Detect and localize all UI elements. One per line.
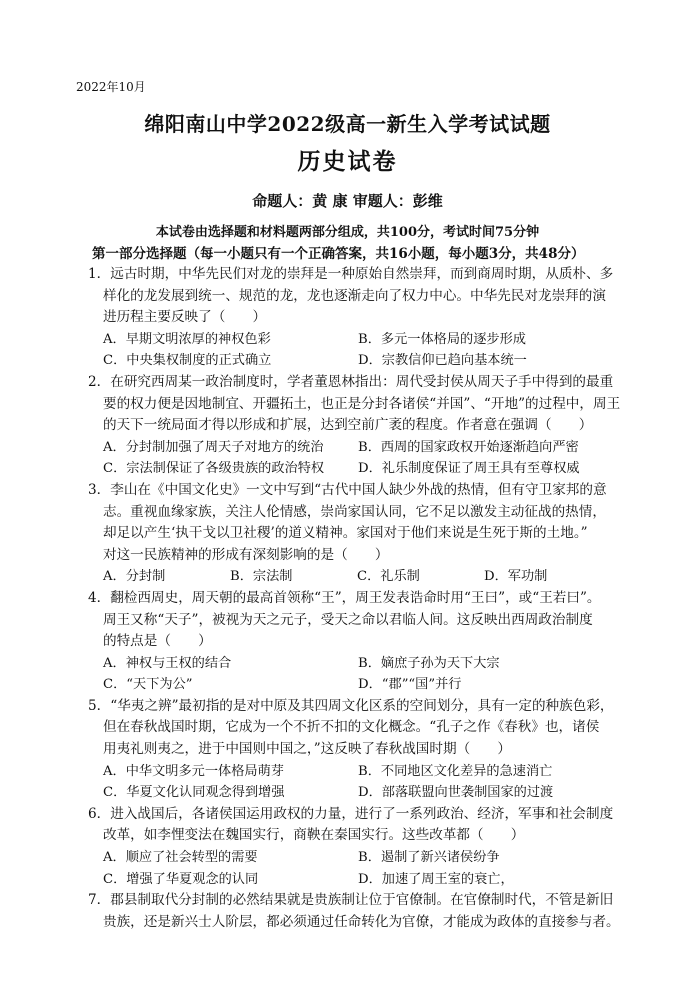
option-b: B．宗法制 <box>230 569 293 585</box>
question-1 <box>88 264 628 372</box>
option-c: C．宗法制保证了各级贵族的政治特权 <box>103 461 325 477</box>
question-stem-line: 周王又称“天子”，被视为天之元子，受天之命以君临人间。这反映出西周政治制度 <box>103 611 593 628</box>
question-options <box>88 329 628 372</box>
question-options <box>88 847 628 890</box>
question-stem-line: 但在春秋战国时期，它成为一个不折不扣的文化概念。“孔子之作《春秋》也，诸侯 <box>103 719 600 736</box>
option-d: D．加速了周王室的衰亡， <box>358 871 514 887</box>
question-5 <box>88 696 628 804</box>
option-a: A．顺应了社会转型的需要 <box>103 850 258 866</box>
option-a: A．分封制 <box>103 569 166 585</box>
question-stem-line: 贵族，还是新兴士人阶层，都必须通过任命转化为官僚，才能成为政体的直接参与者。 <box>103 913 620 930</box>
question-stem-line: 志。重视血缘家族，关注人伦情感，崇尚家国认同，它不足以激发主动征战的热情， <box>103 503 606 520</box>
exam-setters: 命题人：黄 康 审题人：彭维 <box>252 192 443 210</box>
option-b: B．嫡庶子孙为天下大宗 <box>358 655 500 671</box>
option-c: C．华夏文化认同观念得到增强 <box>103 785 285 801</box>
option-b: B．遏制了新兴诸侯纷争 <box>358 850 500 866</box>
question-stem-line: 4．翻检西周史，周天朝的最高首领称“王”，周王发表诰命时用“王曰”，或“王若曰”。 <box>88 589 601 606</box>
exam-note: 本试卷由选择题和材料题两部分组成，共100分，考试时间75分钟 <box>155 225 540 240</box>
option-d: D．“郡”“国”并行 <box>358 677 462 693</box>
exam-title: 绵阳南山中学2022级高一新生入学考试试题 <box>144 112 551 136</box>
question-stem-line: 样化的龙发展到统一、规范的龙，龙也逐渐走向了权力中心。中华先民对龙崇拜的演 <box>103 287 606 304</box>
question-stem-line: 进历程主要反映了（ ） <box>103 309 267 326</box>
option-b: B．西周的国家政权开始逐渐趋向严密 <box>358 439 579 455</box>
question-stem-line: 要的权力便是因地制宜、开疆拓土，也正是分封各诸侯“并国”、“开地”的过程中，周王 <box>103 395 621 412</box>
option-d: D．军功制 <box>484 569 548 585</box>
question-stem-line: 2．在研究西周某一政治制度时，学者董恩林指出：周代受封侯从周天子手中得到的最重 <box>88 373 614 390</box>
question-options <box>88 566 628 588</box>
option-a: A．早期文明浓厚的神权色彩 <box>103 331 271 347</box>
option-a: A．分封制加强了周天子对地方的统治 <box>103 439 324 455</box>
exam-date: 2022年10月 <box>76 80 146 94</box>
option-c: C．中央集权制度的正式确立 <box>103 353 272 369</box>
option-c: C．增强了华夏观念的认同 <box>103 871 259 887</box>
question-stem-line: 6．进入战国后，各诸侯国运用政权的力量，进行了一系列政治、经济，军事和社会制度 <box>88 805 614 822</box>
exam-subject: 历史试卷 <box>297 148 398 175</box>
question-stem-line: 1．远古时期，中华先民们对龙的崇拜是一种原始自然崇拜，而到商周时期，从质朴、多 <box>88 266 614 282</box>
question-stem-line: 用夷礼则夷之，进于中国则中国之，”这反映了春秋战国时期（ ） <box>103 741 511 758</box>
option-a: A．神权与王权的结合 <box>103 655 232 671</box>
question-stem-line: 对这一民族精神的形成有深刻影响的是（ ） <box>103 546 389 563</box>
question-stem-line: 却足以产生‘执干戈以卫社稷’的道义精神。家国对于他们来说是生死于斯的土地。” <box>103 525 588 542</box>
question-options <box>88 761 628 804</box>
question-7 <box>88 890 628 933</box>
question-options <box>88 437 628 480</box>
option-b: B．不同地区文化差异的急速消亡 <box>358 763 553 779</box>
option-d: D．礼乐制度保证了周王具有至尊权威 <box>358 461 580 477</box>
question-stem-line: 改革，如李悝变法在魏国实行，商鞅在秦国实行。这些改革都（ ） <box>103 827 525 844</box>
question-options <box>88 653 628 696</box>
question-stem-line: 的特点是（ ） <box>103 633 212 650</box>
option-d: D．部落联盟向世袭制国家的过渡 <box>358 785 554 801</box>
option-c: C．礼乐制 <box>357 569 420 585</box>
question-stem-line: 7．郡县制取代分封制的必然结果就是贵族制让位于官僚制。在官僚制时代，不管是新旧 <box>88 892 614 909</box>
option-b: B．多元一体格局的逐步形成 <box>358 331 526 347</box>
question-3 <box>88 480 628 588</box>
question-list <box>88 264 628 933</box>
question-2 <box>88 372 628 480</box>
question-stem-line: 5．“华夷之辨”最初指的是对中原及其四周文化区系的空间划分，具有一定的种族色彩， <box>88 697 614 714</box>
section-heading: 第一部分选择题（每一小题只有一个正确答案，共16小题，每小题3分，共48分） <box>92 246 585 262</box>
question-4 <box>88 588 628 696</box>
question-stem-line: 3．李山在《中国文化史》一文中写到“古代中国人缺少外战的热情，但有守卫家邦的意 <box>88 481 607 498</box>
question-stem-line: 的天下一统局面才得以形成和扩展，达到空前广袤的程度。作者意在强调（ ） <box>103 417 593 434</box>
option-d: D．宗教信仰已趋向基本统一 <box>358 353 527 369</box>
question-6 <box>88 804 628 890</box>
option-a: A．中华文明多元一体格局萌芽 <box>103 763 284 779</box>
option-c: C．“天下为公” <box>103 677 193 693</box>
